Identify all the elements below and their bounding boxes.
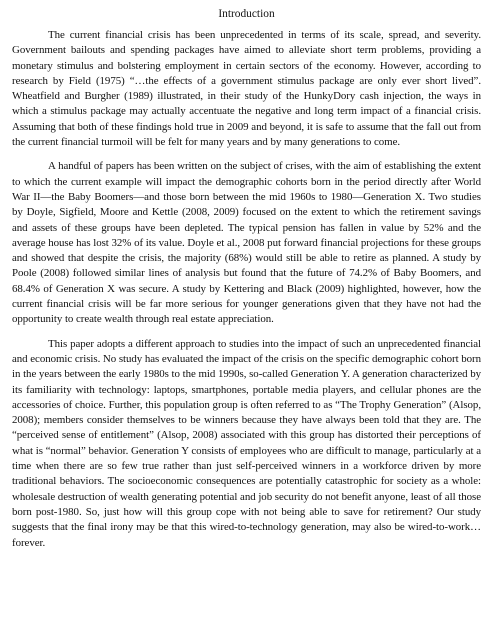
- section-heading: Introduction: [218, 8, 275, 20]
- paragraph-2: A handful of papers has been written on the subject of crises, with the aim of establishing the extent to which the current example will impact the demographic cohorts born in the period directly after World War II—the Baby Boomers—and those born between the mid 1960s to 1980—Generation X. Two studies by Doyle, Sigfield, Moore and Kettle (2008, 2009) focused on the extent to which the retirement savings and assets of these groups have been depleted. The typical pension has fallen in value by 52% and the average house has lost 32% of its value. Doyle et al., 2008 put forward financial projections for these groups and showed that despite the crisis, the majority (68%) would still be able to retire as planned. A study by Poole (2008) followed similar lines of analysis but found that the future of 74.2% of Baby Boomers, and 68.4% of Generation X was secure. A study by Kettering and Black (2009) highlighted, however, how the current financial crisis will be far more serious for younger generations given that they have not had the opportunity to create wealth through real estate appreciation.: [12, 160, 481, 326]
- paragraph-1: The current financial crisis has been unprecedented in terms of its scale, spread, and severity. Government bailouts and spending packages have aimed to alleviate short term problems, providing a monetary stimulus and bolstering employment in certain sectors of the economy. However, according to research by Field (1975) “…the effects of a government stimulus package are only ever short lived”. Wheatfield and Burgher (1989) illustrated, in their study of the HunkyDory cash injection, the ways in which a stimulus package may actually accentuate the negative and long term impact of a financial crisis. Assuming that both of these findings hold true in 2009 and beyond, it is safe to assume that the fall out from the current financial turmoil will be felt for many years and by many generations to come.: [12, 29, 481, 149]
- paragraph-3: This paper adopts a different approach to studies into the impact of such an unprecedented financial and economic crisis. No study has evaluated the impact of the crisis on the specific demographic cohort born in the years between the early 1980s to the mid 1990s, so-called Generation Y. A generation characterized by its familiarity with technology: laptops, smartphones, portable media players, and cellular phones are the accessories of choice. Further, this population group is often referred to as “The Trophy Generation” (Alsop, 2008); members consider themselves to be winners because they have always been told that they are. The “perceived sense of entitlement” (Alsop, 2008) associated with this group has distorted their perceptions of what is “normal” behavior. Generation Y consists of employees who are difficult to manage, particularly at a time when there are so few true rather than just self-perceived winners in a workforce driven by more traditional behaviors. The socioeconomic consequences are potentially catastrophic for society as a whole: wholesale destruction of wealth generating potential and job security do not benefit anyone, least of all those born post-1980. So, just how will this group cope with not being able to save for retirement? Our study suggests that the final irony may be that this wired-to-technology generation, may also be wired-to-work…forever.: [12, 337, 481, 549]
